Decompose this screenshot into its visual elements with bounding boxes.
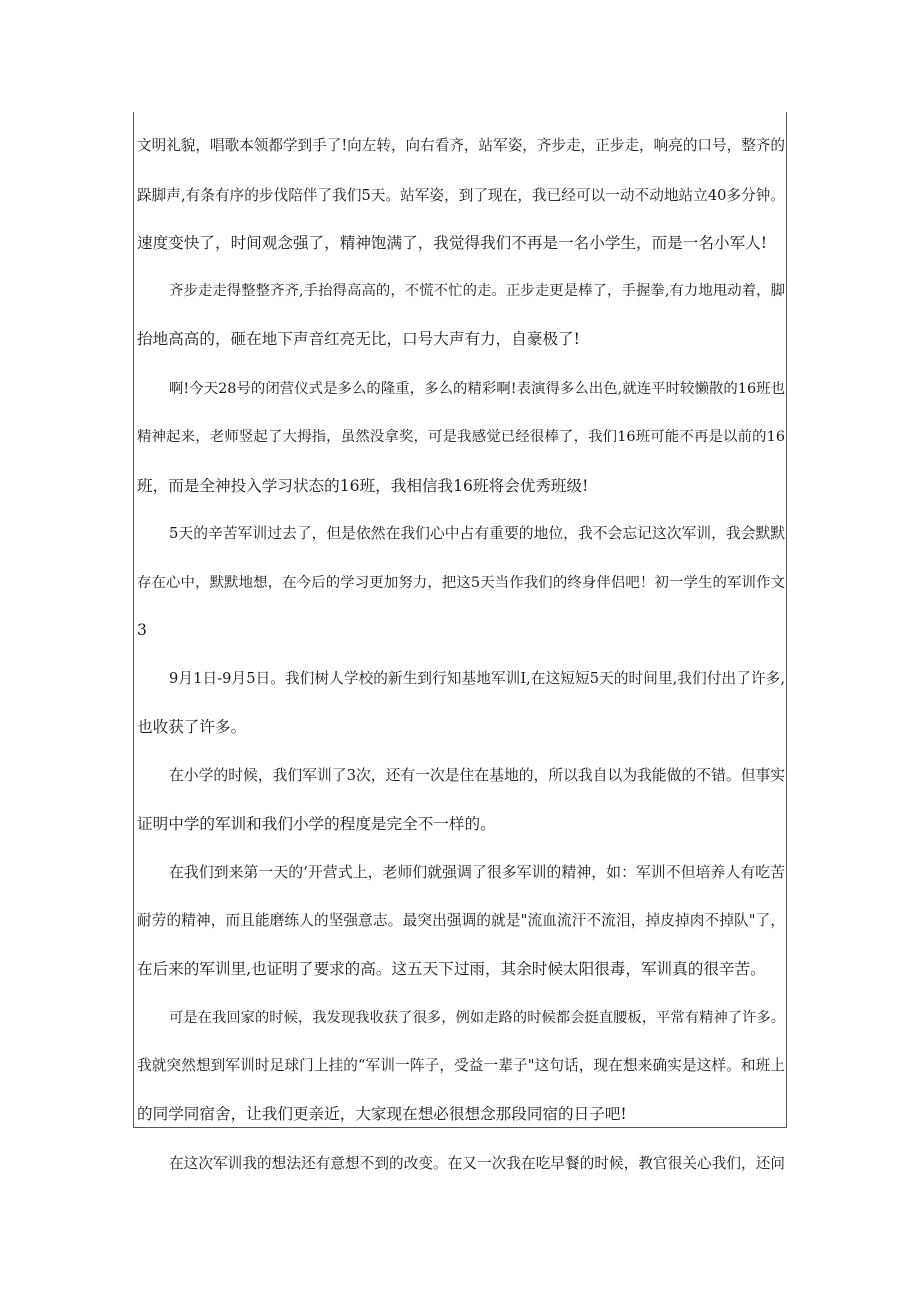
text-line: 班，而是全神投入学习状态的16班，我相信我16班将会优秀班级! bbox=[137, 477, 589, 495]
text-line: 文明礼貌，唱歌本领都学到手了!向左转，向右看齐，站军姿，齐步走，正步走，响亮的口号，整齐的 bbox=[137, 137, 785, 154]
paragraph-first-line: 在小学的时候，我们军训了3次，还有一次是住在基地的，所以我自以为我能做的不错。但事实 bbox=[169, 767, 786, 784]
paragraph-first-line: 9月1日-9月5日。我们树人学校的新生到行知基地军训I,在这短短5天的时间里,我们付出了许多, bbox=[169, 670, 785, 687]
text-line: 跺脚声,有条有序的步伐陪伴了我们5天。站军姿，到了现在，我已经可以一动不动地站立40多分钟。 bbox=[137, 187, 785, 204]
paragraph-first-line: 在我们到来第一天的‘开营式上，老师们就强调了很多军训的精神，如：军训不但培养人有吃苦 bbox=[169, 864, 785, 881]
text-line: 也收获了许多。 bbox=[137, 718, 247, 736]
text-line: 证明中学的军训和我们小学的程度是完全不一样的。 bbox=[137, 815, 496, 833]
text-line: 抬地高高的，砸在地下声音红亮无比，口号大声有力，自豪极了! bbox=[137, 330, 580, 348]
text-line: 存在心中，默默地想，在今后的学习更加努力，把这5天当作我们的终身伴侣吧！初一学生的军训作文 bbox=[137, 575, 785, 591]
text-line: 的同学同宿舍，让我们更亲近，大家现在想必很想念那段同宿的日子吧! bbox=[137, 1105, 627, 1123]
text-line: 精神起来，老师竖起了大拇指，虽然没拿奖，可是我感觉已经很棒了，我们16班可能不再是以前的16 bbox=[137, 429, 785, 445]
paragraph-first-line: 啊!今天28号的闭营仪式是多么的隆重，多么的精彩啊!表演得多么出色,就连平时较懒散的16班也 bbox=[169, 381, 785, 397]
text-line: 我就突然想到军训时足球门上挂的“军训一阵子，受益一辈子"这句话，现在想来确实是这样。和班上 bbox=[137, 1057, 785, 1074]
paragraph-first-line: 齐步走走得整整齐齐,手抬得高高的，不慌不忙的走。正步走更是棒了，手握拳,有力地甩动着，脚 bbox=[169, 283, 785, 299]
paragraph-first-line: 在这次军训我的想法还有意想不到的改变。在又一次我在吃早餐的时候，教官很关心我们，还问 bbox=[169, 1155, 785, 1172]
text-line: 3 bbox=[137, 621, 147, 639]
text-line: 在后来的军训里,也证明了要求的高。这五天下过雨，其余时候太阳很毒，军训真的很辛苦。 bbox=[137, 960, 766, 978]
text-line: 耐劳的精神，而且能磨练人的坚强意志。最突出强调的就是"流血流汗不流泪，掉皮掉肉不掉队"了， bbox=[137, 912, 785, 929]
paragraph-first-line: 5天的辛苦军训过去了，但是依然在我们心中占有重要的地位，我不会忘记这次军训，我会默默 bbox=[169, 525, 786, 542]
paragraph-first-line: 可是在我回家的时候，我发现我收获了很多，例如走路的时候都会挺直腰板，平常有精神了许多。 bbox=[169, 1010, 785, 1026]
text-line: 速度变快了，时间观念强了，精神饱满了，我觉得我们不再是一名小学生，而是一名小军人! bbox=[137, 234, 768, 252]
